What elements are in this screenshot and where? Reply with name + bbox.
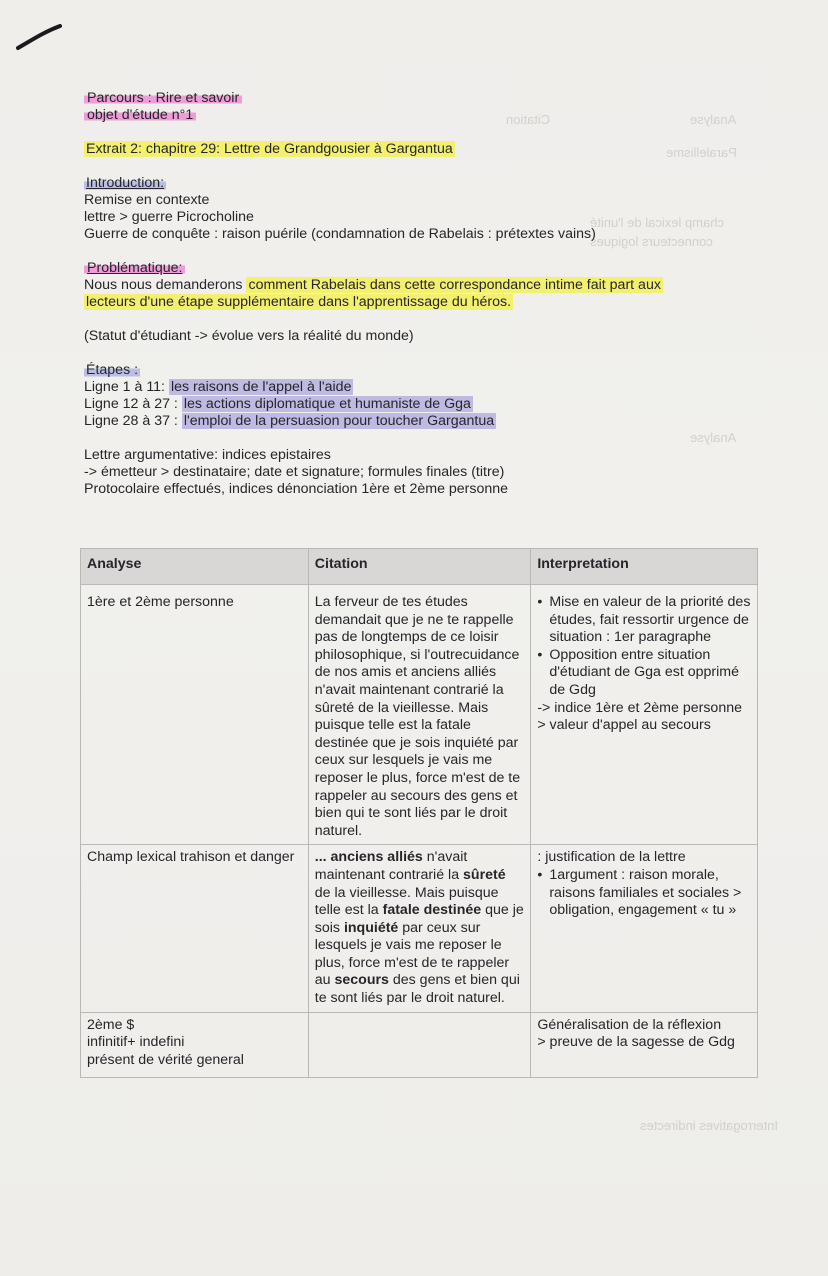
extrait-title: Extrait 2: chapitre 29: Lettre de Grandgousier à Gargantua <box>86 141 453 157</box>
argumentative-line: -> émetteur > destinataire; date et signature; formules finales (titre) <box>84 464 505 480</box>
analyse-cell: 1ère et 2ème personne <box>81 585 309 845</box>
argumentative-line: Protocolaire effectués, indices dénonciation 1ère et 2ème personne <box>84 481 509 497</box>
interpretation-text: > preuve de la sagesse de Gdg <box>537 1034 735 1051</box>
problematique-text: lecteurs d'une étape supplémentaire dans l'apprentissage du héros. <box>86 294 512 310</box>
table-header-row <box>81 549 758 585</box>
interpretation-cell <box>531 585 758 845</box>
analyse-cell <box>81 1012 309 1077</box>
interpretation-text: Généralisation de la réflexion <box>537 1016 722 1033</box>
etape-line: Ligne 1 à 11: les raisons de l'appel à l'aide <box>84 379 352 395</box>
interpretation-bullet: • Opposition entre situation d'étudiant de Gga est opprimé de Gdg <box>537 647 751 700</box>
etapes-heading: Étapes : <box>86 362 139 378</box>
etape-line: Ligne 12 à 27 : les actions diplomatique et humaniste de Gga <box>84 396 471 412</box>
table-row <box>81 1012 758 1077</box>
column-header: Interpretation <box>531 549 758 585</box>
bleed-through-text: Analyse <box>690 430 737 445</box>
interpretation-text: -> indice 1ère et 2ème personne <box>537 699 742 716</box>
bleed-through-text: connecteurs logiques <box>590 234 713 249</box>
problematique-text: Nous nous demanderons comment Rabelais dans cette correspondance intime fait part aux <box>84 277 661 293</box>
citation-bold: sûreté <box>463 866 506 883</box>
column-header: Citation <box>308 549 531 585</box>
analyse-text: 2ème $ <box>87 1016 135 1033</box>
pen-stroke-mark <box>14 22 64 52</box>
citation-bold: secours <box>334 972 389 989</box>
parcours-heading: Parcours : Rire et savoir <box>84 90 784 107</box>
interpretation-text: : justification de la lettre <box>537 849 686 866</box>
citation-bold: fatale destinée <box>382 902 482 919</box>
statut-note: (Statut d'étudiant -> évolue vers la réalité du monde) <box>84 328 414 344</box>
analyse-text: infinitif+ indefini <box>87 1034 185 1051</box>
analyse-text: présent de vérité general <box>87 1051 244 1068</box>
interpretation-bullet: • Mise en valeur de la priorité des études, fait ressortir urgence de situation : 1er paragraphe <box>537 594 751 647</box>
citation-bold: ... anciens alliés <box>314 849 423 866</box>
interpretation-cell <box>531 1012 758 1077</box>
objet-etude: objet d'étude n°1 <box>84 107 784 124</box>
citation-cell <box>308 1012 531 1077</box>
bleed-through-text: champ lexical de l'unité <box>590 215 724 230</box>
interpretation-bullet: • 1argument : raison morale, raisons familiales et sociales > obligation, engagement « tu » <box>537 867 751 920</box>
bleed-through-text: Paralellisme <box>666 145 737 160</box>
intro-line: lettre > guerre Picrocholine <box>84 209 254 225</box>
problematique-heading: Problématique: <box>84 260 784 277</box>
citation-bold: inquiété <box>343 919 399 936</box>
introduction-heading: Introduction: <box>86 175 165 191</box>
citation-cell: La ferveur de tes études demandait que je ne te rappelle pas de longtemps de ce loisir philosophique, si l'outrecuidance de nos amis et anciens alliés n'avait maintenant contrarié la sûreté de la vieillesse. Mais puisque telle est la fatale destinée que je sois inquiété par ceux sur lesquels je vais me reposer le plus, force m'est de te rappeler au secours des gens et bien qui te sont liés par le droit naturel. <box>308 585 531 845</box>
bleed-through-text: Interrogatives indirectes <box>640 1118 779 1133</box>
intro-line: Guerre de conquête : raison puérile (condamnation de Rabelais : prétextes vains) <box>84 226 596 242</box>
document-body <box>84 90 784 498</box>
argumentative-line: Lettre argumentative: indices epistaires <box>84 447 331 463</box>
table-row <box>81 845 758 1012</box>
column-header: Analyse <box>81 549 309 585</box>
etape-line: Ligne 28 à 37 : l'emploi de la persuasion pour toucher Gargantua <box>84 413 495 429</box>
analyse-cell: Champ lexical trahison et danger <box>81 845 309 1012</box>
intro-line: Remise en contexte <box>84 192 210 208</box>
table-row <box>81 585 758 845</box>
bleed-through-text: Citation <box>506 112 551 127</box>
bleed-through-text: Analyse <box>690 112 737 127</box>
analysis-table <box>80 548 758 1078</box>
citation-cell: ... anciens alliés n'avait maintenant contrarié la sûreté de la vieillesse. Mais puisque telle est la fatale destinée que je sois inquiété par ceux sur lesquels je vais me reposer le plus, force m'est de te rappeler au secours des gens et bien qui te sont liés par le droit naturel. <box>308 845 531 1012</box>
interpretation-text: > valeur d'appel au secours <box>537 717 711 734</box>
interpretation-cell <box>531 845 758 1012</box>
